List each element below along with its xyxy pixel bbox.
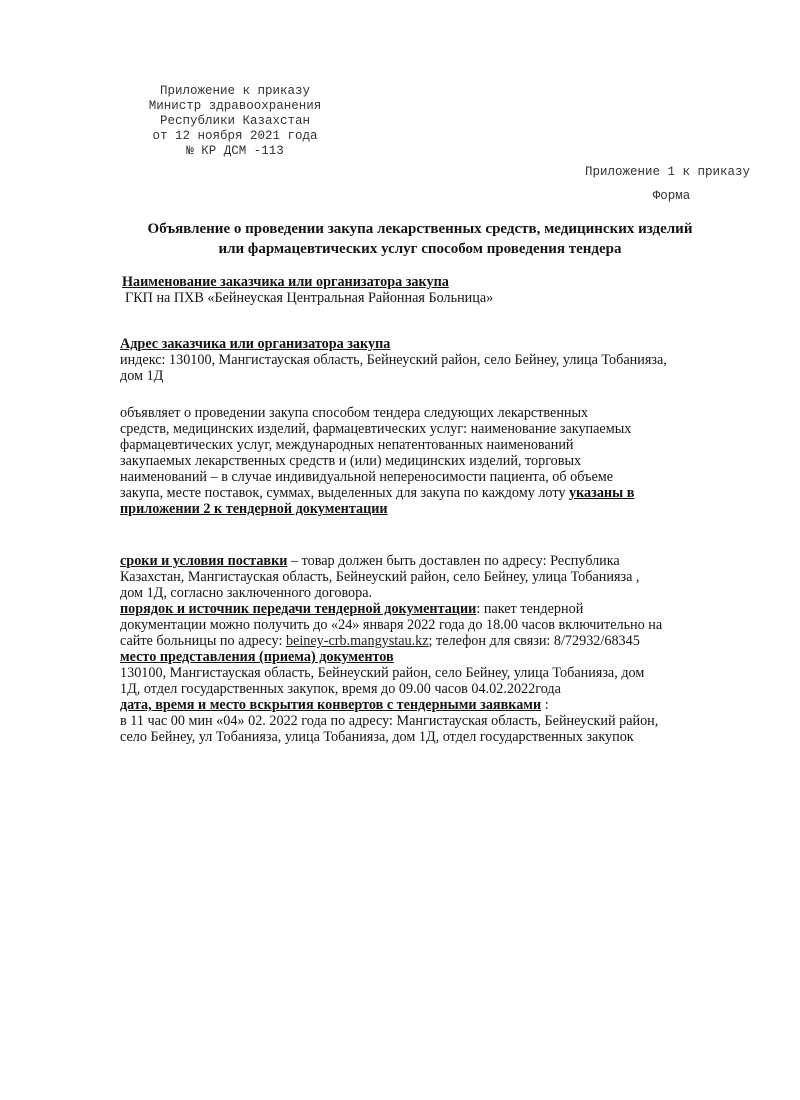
address-line-1: индекс: 130100, Мангистауская область, Бейнеуский район, село Бейнеу, улица Тобанияза, <box>120 352 667 368</box>
delivery-heading: сроки и условия поставки <box>120 553 288 569</box>
approval-line: Республики Казахстан <box>159 114 311 128</box>
opening-heading: дата, время и место вскрытия конвертов с тендерными заявками <box>120 697 542 713</box>
tender-docs-text: сайте больницы по адресу: <box>120 633 286 649</box>
delivery-text: дом 1Д, согласно заключенного договора. <box>120 585 373 601</box>
customer-section <box>122 274 682 306</box>
appendix-reference: указаны в <box>568 485 635 501</box>
customer-name: ГКП на ПХВ «Бейнеуская Центральная Районная Больница» <box>125 290 494 306</box>
delivery-text: Казахстан, Мангистауская область, Бейнеуский район, село Бейнеу, улица Тобанияза , <box>120 569 640 585</box>
customer-heading: Наименование заказчика или организатора закупа <box>122 274 449 290</box>
announcement-line: наименований – в случае индивидуальной непереносимости пациента, об объеме <box>120 469 614 485</box>
submission-line-1: 130100, Мангистауская область, Бейнеуский район, село Бейнеу, улица Тобанияза, дом <box>120 665 645 681</box>
appendix-label: Приложение 1 к приказу <box>584 165 751 179</box>
announcement-line: фармацевтических услуг, международных непатентованных наименований <box>120 437 574 453</box>
approval-line: Министр здравоохранения <box>148 99 322 113</box>
announcement-line: средств, медицинских изделий, фармацевтических услуг: наименование закупаемых <box>120 421 632 437</box>
document-title <box>120 219 720 259</box>
approval-line: от 12 ноября 2021 года <box>152 129 318 143</box>
phone-text: ; телефон для связи: 8/72932/68345 <box>428 633 640 649</box>
appendix-reference-cont: приложении 2 к тендерной документации <box>120 501 388 517</box>
hospital-website-link[interactable]: beiney-crb.mangystau.kz <box>285 633 429 649</box>
address-line-2: дом 1Д <box>120 368 164 384</box>
approval-line: Приложение к приказу <box>159 84 311 98</box>
opening-heading-suffix: : <box>541 697 549 713</box>
opening-line-1: в 11 час 00 мин «04» 02. 2022 года по адресу: Мангистауская область, Бейнеуский район, <box>120 713 659 729</box>
delivery-text: – товар должен быть доставлен по адресу: Республика <box>287 553 620 569</box>
tender-docs-heading: порядок и источник передачи тендерной документации <box>120 601 477 617</box>
form-label: Форма <box>652 189 691 203</box>
appendix-block <box>560 160 775 208</box>
approval-stamp <box>120 84 350 159</box>
announcement-line: объявляет о проведении закупа способом тендера следующих лекарственных <box>120 405 589 421</box>
tender-docs-text: : пакет тендерной <box>476 601 584 617</box>
title-line-1: Объявление о проведении закупа лекарственных средств, медицинских изделий <box>147 221 693 237</box>
address-heading: Адрес заказчика или организатора закупа <box>120 336 391 352</box>
submission-line-2: 1Д, отдел государственных закупок, время до 09.00 часов 04.02.2022года <box>120 681 561 697</box>
announcement-section <box>120 405 680 517</box>
title-line-2: или фармацевтических услуг способом проведения тендера <box>218 241 622 257</box>
approval-line: № КР ДСМ -113 <box>186 144 284 158</box>
announcement-line: закупаемых лекарственных средств и (или) медицинских изделий, торговых <box>120 453 582 469</box>
terms-section <box>120 553 680 745</box>
submission-heading: место представления (приема) документов <box>120 649 394 665</box>
announcement-line: закупа, месте поставок, суммах, выделенных для закупа по каждому лоту <box>120 485 569 501</box>
tender-docs-text: документации можно получить до «24» января 2022 года до 18.00 часов включительно на <box>120 617 663 633</box>
address-section <box>120 336 680 384</box>
opening-line-2: село Бейнеу, ул Тобанияза, улица Тобанияза, дом 1Д, отдел государственных закупок <box>120 729 634 745</box>
